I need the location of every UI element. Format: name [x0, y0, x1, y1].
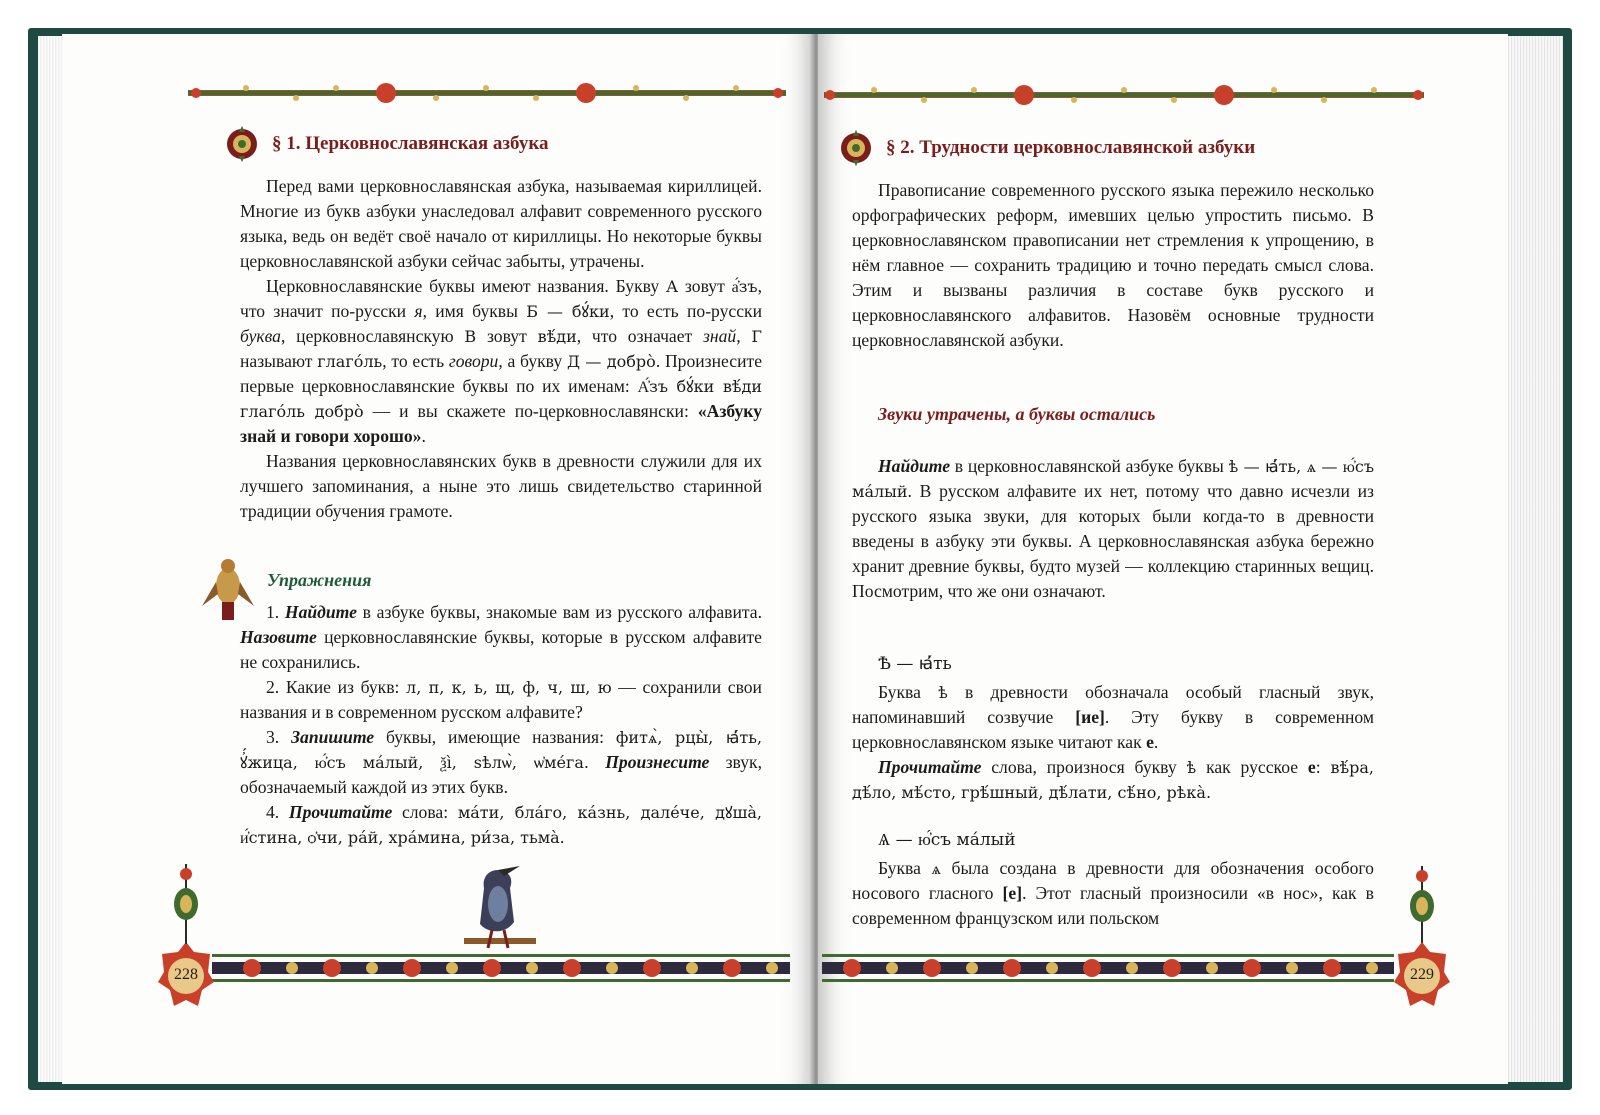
left-body	[240, 174, 762, 524]
exercise-verb: Найдите	[284, 602, 357, 622]
text-run: буквы, имеющие названия:	[385, 727, 605, 747]
exercises-heading: Упражнения	[267, 570, 372, 590]
exercise-number: 3.	[266, 727, 280, 747]
text-run: слова, произнося букву	[991, 757, 1177, 777]
right-paragraph-1: Правописание современного русского языка пережило несколько орфографических реформ, имевших целью упростить письмо. В церковнославянском правописании нет стремления к упрощению, в нём главное — сохранить традицию и точно передать смысл слова. Этим и вызваны различия в составе букв русского и церковнославянского алфавитов. Назовём основные трудности церковнославянской азбуки.	[852, 180, 1374, 350]
left-paragraph-1: Перед вами церковнославянская азбука, называемая кириллицей. Многие из букв азбуки унаследовал алфавит современного русского языка, ведь он ведёт своё начало от кириллицы. Но некоторые буквы церковнославянской азбуки сейчас забыты, утрачены.	[240, 176, 762, 271]
floral-column-left	[170, 864, 202, 944]
text-run: Буква	[878, 858, 921, 878]
slavonic-word: вѣ́ди	[537, 327, 577, 346]
fleuron-icon	[836, 128, 876, 168]
text-run: звук, обозначаемый каждой из этих букв.	[240, 752, 763, 797]
right-page	[818, 34, 1508, 1084]
exercise-number: 2.	[266, 677, 280, 697]
top-ornament-right	[824, 80, 1424, 110]
section-1-heading	[222, 124, 548, 164]
exercise-4	[240, 800, 762, 850]
section-1-title: § 1. Церковнославянская азбука	[272, 133, 549, 154]
page-edges-right	[1505, 36, 1563, 1082]
slavonic-word: Д — добро̀	[566, 352, 656, 371]
italic-word: говори	[448, 351, 499, 371]
subsection-heading: Звуки утрачены, а буквы остались	[878, 404, 1156, 424]
slavonic-letter: А	[665, 277, 679, 296]
section-2-title: § 2. Трудности церковнославянской азбуки	[886, 137, 1256, 158]
text-run: зовут	[486, 326, 527, 346]
text-run: — и вы скажете по-церковнославянски:	[372, 401, 689, 421]
left-paragraph-2	[240, 274, 762, 449]
text-run: . Эту букву в современном церковнославянском языке читают как	[852, 707, 1375, 752]
slavonic-phrase: А҆́зъ бꙋ́ки вѣ́ди глаго́ль добро̀	[240, 377, 762, 421]
page-number-right: 229	[1410, 966, 1434, 983]
right-body-yus	[852, 856, 1374, 931]
slavonic-letters: ѣ — ꙗ҆́ть, ѧ — ю҆́съ ма́лый	[852, 457, 1374, 501]
slavonic-words: ма́ти, бла́го, ка́знь, дале́че, дꙋша̀, и҆́стина, ѻ҆чи, ра́й, хра́мина, ри́за, тьма̀.	[240, 803, 763, 847]
yus-heading: Ѧ — ю҆́съ ма́лый	[878, 830, 1016, 850]
text-run: , церковнославянскую	[280, 326, 454, 346]
text-run: , имя буквы	[422, 301, 518, 321]
text-run: — сохранили свои названия и в современном русском алфавите?	[240, 677, 762, 722]
text-run: церковнославянские буквы, которые в русском алфавите не сохранились.	[240, 627, 762, 672]
yat-heading: Ѣ — ꙗ҆́ть	[878, 654, 952, 674]
italic-word: буква	[240, 326, 281, 346]
exercises-body	[240, 600, 762, 850]
slavonic-words: вѣ́ра, дѣ́ло, мѣ́сто, грѣ́шный, дѣ́лати, сѣ́но, рѣка̀.	[852, 758, 1374, 802]
bird-icon	[458, 864, 542, 956]
exercise-number: 4.	[266, 802, 280, 822]
slavonic-letter: ѣ	[1186, 758, 1197, 777]
right-paragraph-3	[852, 680, 1374, 755]
right-body-yat	[852, 680, 1374, 805]
exercise-verb: Прочитайте	[288, 802, 393, 822]
text-run: в церковнославянской азбуке буквы	[954, 456, 1224, 476]
text-run: . Этот гласный произносили «в нос», как в современном французском или польском	[852, 883, 1374, 928]
right-paragraph-5	[852, 856, 1374, 931]
text-run: Какие из букв:	[285, 677, 400, 697]
text-run: , что означает	[576, 326, 693, 346]
bold-phrase: «Азбуку знай и говори хорошо»	[240, 401, 762, 446]
section-2-heading	[836, 128, 1255, 168]
text-run: как русское	[1206, 757, 1299, 777]
floral-column-right	[1406, 866, 1438, 946]
text-run: зовут	[684, 276, 725, 296]
slavonic-letter: Г	[751, 327, 762, 346]
top-ornament-left	[186, 78, 788, 108]
italic-word: я	[414, 301, 423, 321]
exercise-verb: Запишите	[291, 727, 375, 747]
right-paragraph-4	[852, 755, 1374, 805]
left-page	[62, 34, 814, 1084]
exercise-verb: Назовите	[240, 627, 317, 647]
text-run: в древности обозначала особый гласный звук, напоминавший созвучие	[852, 682, 1374, 727]
slavonic-names: фитѧ̀, рцы̀, ꙗ҆́ть, ꙋ҆́жица, ю҆́съ ма́лый, ѯі̀, ѕѣлѡ̀, ѡ҆ме́га.	[240, 728, 763, 772]
exercise-verb: Найдите	[878, 456, 951, 476]
text-run: в азбуке буквы, знакомые вам из русского алфавита.	[362, 602, 762, 622]
left-paragraph-3: Названия церковнославянских букв в древности служили для их лучшего запоминания, а ныне это лишь свидетельство старинной традиции обучения грамоте.	[240, 451, 762, 521]
text-run: Буква	[878, 682, 921, 702]
text-run: , то есть	[382, 351, 445, 371]
slavonic-letters: л, п, к, ь, щ, ф, ч, ш, ю	[406, 678, 612, 697]
text-run: .	[1153, 732, 1159, 752]
bold-sound: [ие]	[1075, 707, 1105, 727]
bold-letter: е	[1146, 732, 1154, 752]
exercise-2	[240, 675, 762, 725]
exercise-number: 1.	[266, 602, 280, 622]
bold-sound: [е]	[1002, 883, 1023, 903]
text-run: , а букву	[498, 351, 563, 371]
text-run: , что значит по-русски	[240, 276, 763, 321]
text-run: . В русском алфавите их нет, потому что давно исчезли из русского языка звуки, для которых были когда-то в древности введены в азбуку эти буквы. А церковнославянская азбука бережно хранит древние буквы, будто музей — коллекцию старинных вещиц. Посмотрим, что же они означают.	[852, 481, 1374, 601]
slavonic-letter: В	[464, 327, 477, 346]
right-body-top	[852, 178, 1374, 353]
text-run: , то есть по-русски	[609, 301, 762, 321]
text-run: была создана в древности для обозначения особого носового гласного	[852, 858, 1374, 903]
text-run: .	[421, 426, 426, 446]
text-run: Церковнославянские буквы имеют названия. Букву	[266, 276, 660, 296]
slavonic-letter: ѣ	[938, 683, 948, 702]
text-run: называют	[240, 351, 313, 371]
bold-letter: е	[1307, 757, 1316, 777]
text-run: :	[1315, 757, 1321, 777]
exercise-1	[240, 600, 762, 675]
exercise-verb: Произнесите	[605, 752, 710, 772]
bottom-ornament-right	[822, 944, 1394, 992]
bottom-ornament-left	[212, 944, 790, 992]
exercise-verb: Прочитайте	[878, 757, 982, 777]
slavonic-word: глаго́ль	[317, 352, 383, 371]
slavonic-word: Б — бꙋ́ки	[526, 302, 610, 321]
right-paragraph-2	[852, 454, 1374, 604]
italic-word: знай	[703, 326, 737, 346]
text-run: слова:	[401, 802, 449, 822]
text-run: ,	[736, 326, 741, 346]
slavonic-word: а҆́зъ	[731, 277, 758, 296]
page-number-left: 228	[174, 966, 198, 983]
exercise-3	[240, 725, 762, 800]
right-body-mid	[852, 454, 1374, 604]
fleuron-icon	[222, 124, 262, 164]
slavonic-letter: ѧ	[931, 859, 941, 878]
text-run: . Произнесите первые церковнославянские буквы по их именам:	[240, 351, 763, 396]
